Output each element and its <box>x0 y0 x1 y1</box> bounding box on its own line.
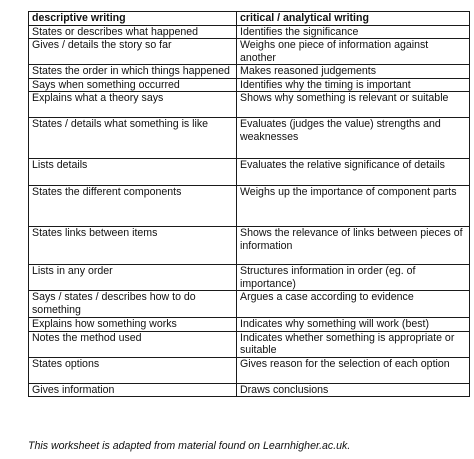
descriptive-cell: Gives / details the story so far <box>29 39 237 65</box>
descriptive-cell: Lists details <box>29 159 237 186</box>
descriptive-cell: States / details what something is like <box>29 118 237 159</box>
critical-cell: Gives reason for the selection of each option <box>237 357 470 383</box>
comparison-table <box>28 11 470 397</box>
table-row <box>29 383 470 396</box>
critical-cell: Structures information in order (eg. of importance) <box>237 265 470 291</box>
table-row <box>29 39 470 65</box>
table-row <box>29 318 470 331</box>
descriptive-cell: States links between items <box>29 227 237 265</box>
table-header-row <box>29 12 470 26</box>
table-row <box>29 92 470 118</box>
critical-cell: Weighs one piece of information against another <box>237 39 470 65</box>
table-row <box>29 26 470 39</box>
critical-cell: Indicates whether something is appropriate or suitable <box>237 331 470 357</box>
table-row <box>29 265 470 291</box>
table-row <box>29 118 470 159</box>
table-row <box>29 227 470 265</box>
critical-cell: Evaluates (judges the value) strengths and weaknesses <box>237 118 470 159</box>
header-critical: critical / analytical writing <box>237 12 470 26</box>
descriptive-cell: Lists in any order <box>29 265 237 291</box>
descriptive-cell: States or describes what happened <box>29 26 237 39</box>
descriptive-cell: States options <box>29 357 237 383</box>
critical-cell: Argues a case according to evidence <box>237 291 470 318</box>
descriptive-cell: States the order in which things happened <box>29 65 237 78</box>
descriptive-cell: Says when something occurred <box>29 78 237 91</box>
critical-cell: Evaluates the relative significance of details <box>237 159 470 186</box>
critical-cell: Draws conclusions <box>237 383 470 396</box>
descriptive-cell: Says / states / describes how to do something <box>29 291 237 318</box>
table-row <box>29 186 470 227</box>
table-row <box>29 78 470 91</box>
descriptive-cell: Gives information <box>29 383 237 396</box>
critical-cell: Indicates why something will work (best) <box>237 318 470 331</box>
critical-cell: Shows why something is relevant or suitable <box>237 92 470 118</box>
table-row <box>29 357 470 383</box>
table-row <box>29 65 470 78</box>
critical-cell: Identifies the significance <box>237 26 470 39</box>
descriptive-cell: Notes the method used <box>29 331 237 357</box>
table-row <box>29 291 470 318</box>
critical-cell: Identifies why the timing is important <box>237 78 470 91</box>
critical-cell: Weighs up the importance of component parts <box>237 186 470 227</box>
critical-cell: Makes reasoned judgements <box>237 65 470 78</box>
descriptive-cell: Explains what a theory says <box>29 92 237 118</box>
table-row <box>29 159 470 186</box>
header-descriptive: descriptive writing <box>29 12 237 26</box>
table-row <box>29 331 470 357</box>
descriptive-cell: Explains how something works <box>29 318 237 331</box>
source-footnote: This worksheet is adapted from material found on Learnhigher.ac.uk. <box>28 440 351 452</box>
critical-cell: Shows the relevance of links between pieces of information <box>237 227 470 265</box>
descriptive-cell: States the different components <box>29 186 237 227</box>
